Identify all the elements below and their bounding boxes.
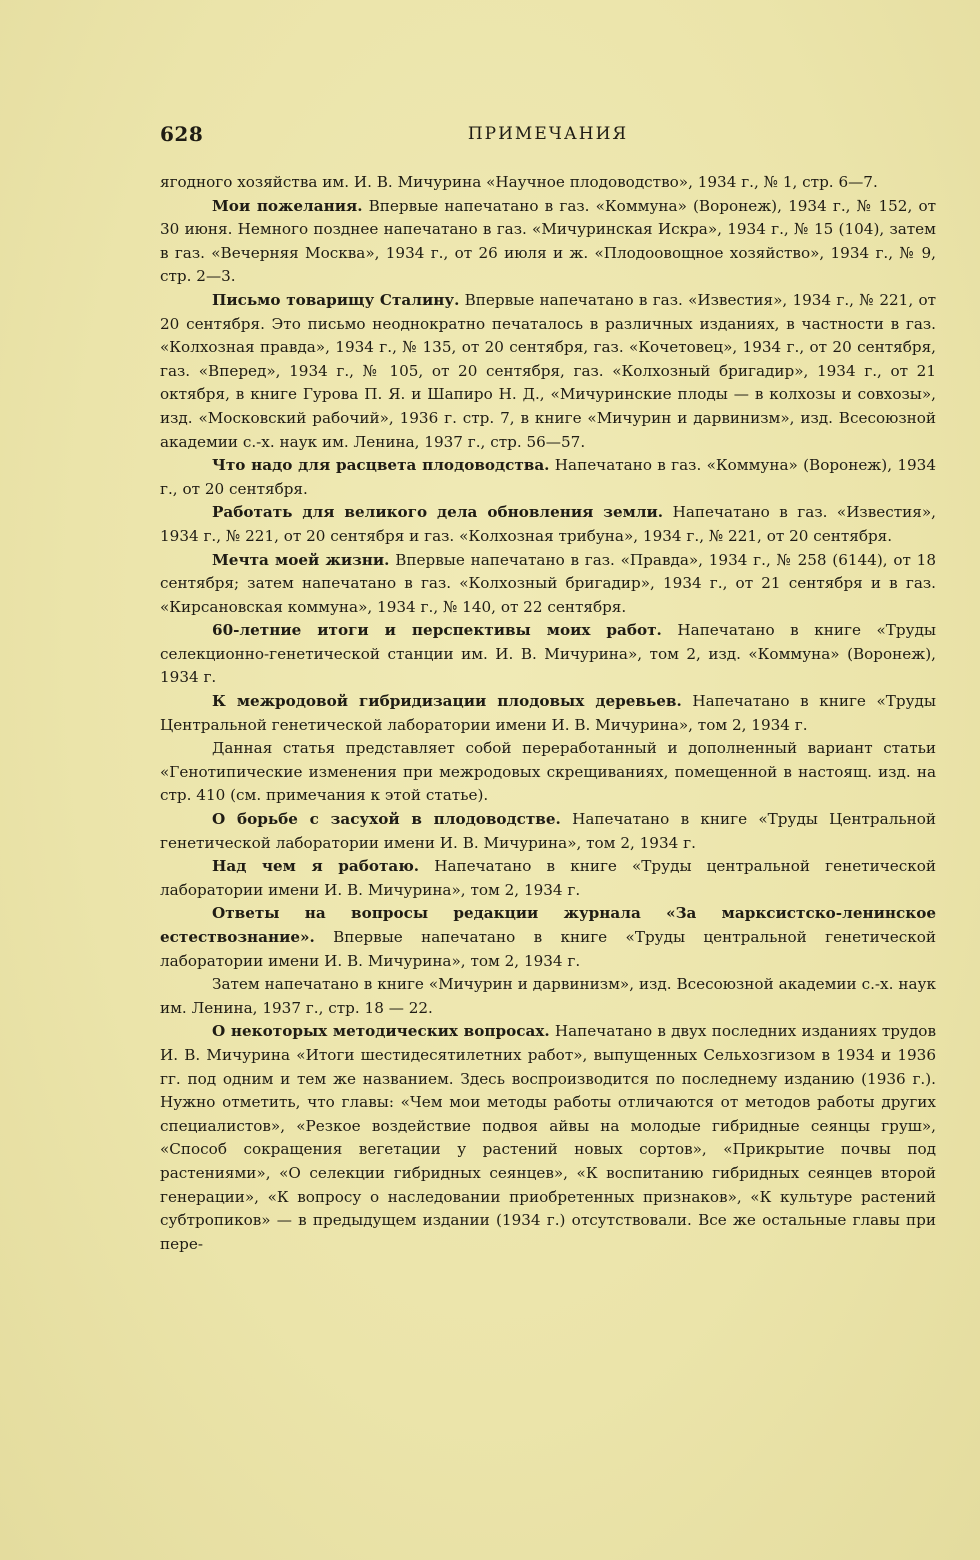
note-text: Впервые напечатано в книге «Труды центральной генетической лаборатории имени И. В. Мичурина», том 2, 1934 г. <box>160 928 936 970</box>
note-text: Затем напечатано в книге «Мичурин и дарвинизм», изд. Всесоюзной академии с.-х. наук им. Ленина, 1937 г., стр. 18 — 22. <box>160 975 936 1017</box>
note-title: Мечта моей жизни. <box>212 550 390 569</box>
note-paragraph <box>160 195 936 289</box>
note-text: Данная статья представляет собой переработанный и дополненный вариант статьи «Генотипические изменения при межродовых скрещиваниях, помещенной в настоящ. изд. на стр. 410 (см. примечания к этой статье). <box>160 739 936 805</box>
page-header <box>160 122 936 152</box>
note-text: Напечатано в книге «Труды центральной генетической лаборатории имени И. В. Мичурина», том 2, 1934 г. <box>160 857 936 899</box>
note-text: Впервые напечатано в газ. «Известия», 1934 г., № 221, от 20 сентября. Это письмо неоднократно печаталось в различных изданиях, в частности в газ. «Колхозная правда», 1934 г., № 135, от 20 сентября, газ. «Кочетовец», 1934 г., от 20 сентября, газ. «Вперед», 1934 г., № 105, от 20 сентября, газ. «Колхозный бригадир», 1934 г., от 21 октября, в книге Гурова П. Я. и Шапиро Н. Д., «Мичуринские плоды — в колхозы и совхозы», изд. «Московский рабочий», 1936 г. стр. 7, в книге «Мичурин и дарвинизм», изд. Всесоюзной академии с.-х. наук им. Ленина, 1937 г., стр. 56—57. <box>160 290 936 451</box>
note-paragraph <box>160 501 936 548</box>
note-text: Напечатано в книге «Труды Центральной генетической лаборатории имени И. В. Мичурина», том 2, 1934 г. <box>160 810 936 852</box>
note-paragraph <box>160 619 936 690</box>
note-text: Напечатано в книге «Труды Центральной генетической лаборатории имени И. В. Мичурина», том 2, 1934 г. <box>160 692 936 734</box>
note-paragraph <box>160 454 936 501</box>
note-title: Письмо товарищу Сталину. <box>212 290 460 309</box>
note-paragraph <box>160 549 936 620</box>
note-text: Напечатано в газ. «Известия», 1934 г., № 221, от 20 сентября и газ. «Колхозная трибуна», 1934 г., № 221, от 20 сентября. <box>160 503 936 545</box>
note-text: Напечатано в книге «Труды селекционно-генетической станции им. И. В. Мичурина», том 2, изд. «Коммуна» (Воронеж), 1934 г. <box>160 621 937 687</box>
note-title: Работать для великого дела обновления земли. <box>212 503 664 522</box>
note-paragraph <box>160 289 936 454</box>
note-title: О некоторых методических вопросах. <box>212 1022 550 1041</box>
note-paragraph <box>160 973 936 1020</box>
note-paragraph <box>160 808 936 855</box>
page-number: 628 <box>160 122 204 146</box>
note-paragraph <box>160 902 936 973</box>
note-title: О борьбе с засухой в плодоводстве. <box>212 810 561 829</box>
note-title: 60-летние итоги и перспективы моих работ. <box>212 621 662 640</box>
note-title: Мои пожелания. <box>212 196 363 215</box>
note-text: Напечатано в двух последних изданиях трудов И. В. Мичурина «Итоги шестидесятилетних работ», выпущенных Сельхозгизом в 1934 и 1936 гг. под одним и тем же названием. Здесь воспроизводится по последнему изданию (1936 г.). Нужно отметить, что главы: «Чем мои методы работы отличаются от методов работы других специалистов», «Резкое воздействие подвоя айвы на молодые гибридные сеянцы груш», «Способ сокращения вегетации у растений новых сортов», «Прикрытие почвы под растениями», «О селекции гибридных сеянцев», «К воспитанию гибридных сеянцев второй генерации», «К вопросу о наследовании приобретенных признаков», «К культуре растений субтропиков» — в предыдущем издании (1934 г.) отсутствовали. Все же остальные главы при пере- <box>160 1022 937 1253</box>
note-paragraph <box>160 855 936 902</box>
note-paragraph <box>160 171 936 195</box>
note-text: Напечатано в газ. «Коммуна» (Воронеж), 1934 г., от 20 сентября. <box>160 456 936 498</box>
note-paragraph <box>160 737 936 808</box>
note-paragraph <box>160 690 936 737</box>
notes-body <box>160 171 936 1256</box>
running-title: ПРИМЕЧАНИЯ <box>467 124 629 144</box>
note-text: Впервые напечатано в газ. «Коммуна» (Воронеж), 1934 г., № 152, от 30 июня. Немного позднее напечатано в газ. «Мичуринская Искра», 1934 г., № 15 (104), затем в газ. «Вечерняя Москва», 1934 г., от 26 июля и ж. «Плодоовощное хозяйство», 1934 г., № 9, стр. 2—3. <box>160 196 936 286</box>
note-text: Впервые напечатано в газ. «Правда», 1934 г., № 258 (6144), от 18 сентября; затем напечатано в газ. «Колхозный бригадир», 1934 г., от 21 сентября и в газ. «Кирсановская коммуна», 1934 г., № 140, от 22 сентября. <box>160 550 936 616</box>
note-title: К межродовой гибридизации плодовых деревьев. <box>212 692 682 711</box>
note-title: Что надо для расцвета плодоводства. <box>212 456 550 475</box>
note-title: Ответы на вопросы редакции журнала «За марксистско-ленинское естествознание». <box>160 904 936 946</box>
note-text: ягодного хозяйства им. И. В. Мичурина «Научное плодоводство», 1934 г., № 1, стр. 6—7. <box>160 173 878 191</box>
note-title: Над чем я работаю. <box>212 857 420 876</box>
note-paragraph <box>160 1020 936 1256</box>
